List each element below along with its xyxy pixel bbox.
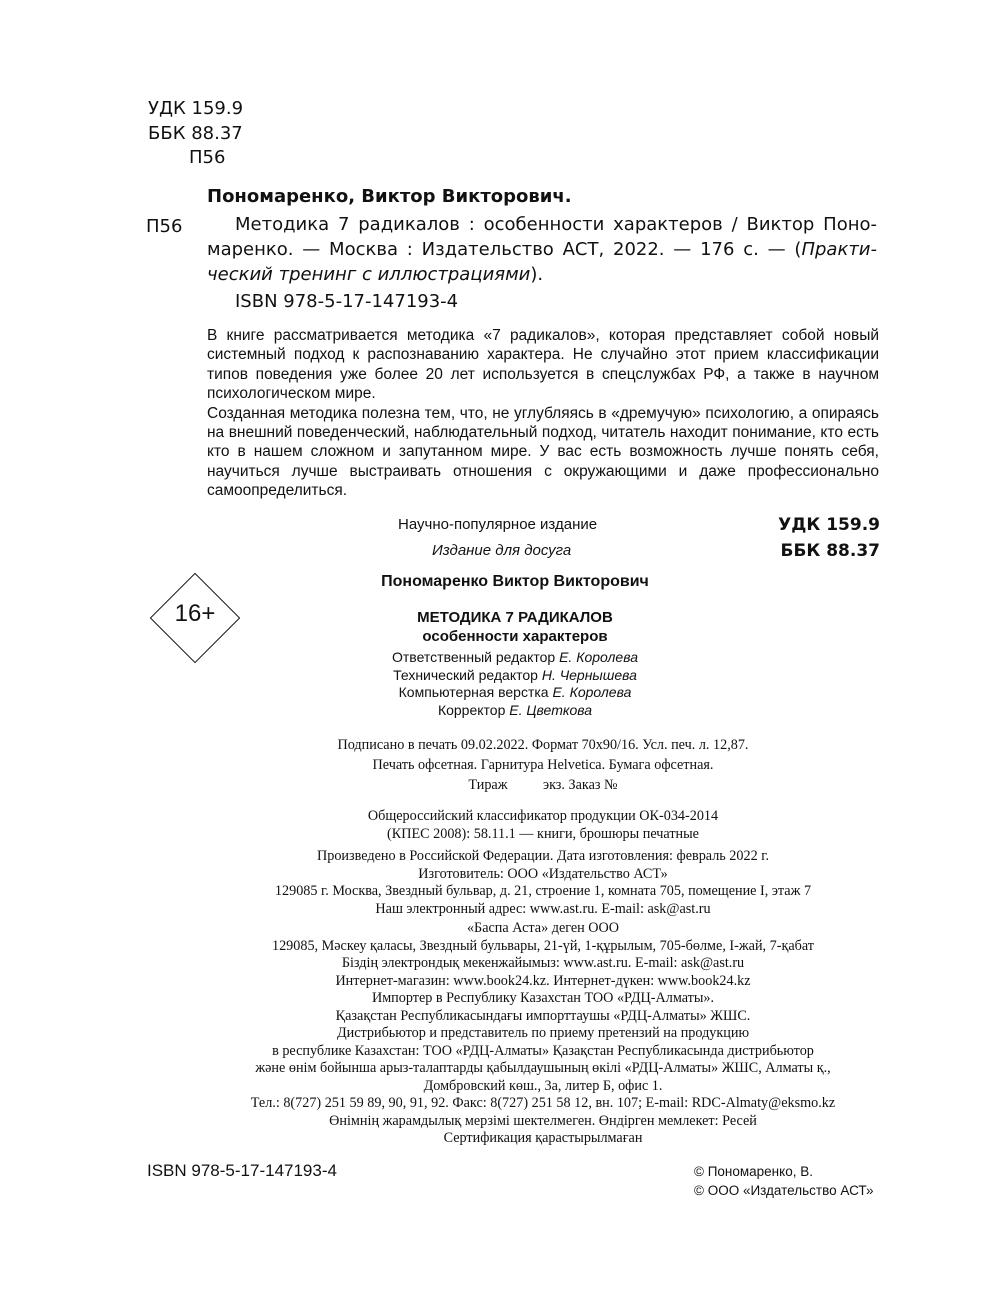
staff-line bbox=[100, 667, 930, 685]
edition-genre: Научно-популярное издание bbox=[398, 516, 598, 533]
imprint-line: (КПЕС 2008): 58.11.1 — книги, брошюры печатные bbox=[387, 825, 699, 842]
credits-subtitle: особенности характеров bbox=[422, 628, 608, 645]
imprint-line: Біздің электрондық мекенжайымыз: www.ast.ru. E-mail: ask@ast.ru bbox=[341, 955, 745, 971]
imprint-line: Общероссийский классификатор продукции ОК-034-2014 bbox=[367, 808, 719, 824]
imprint-line: 129085 г. Москва, Звездный бульвар, д. 21, строение 1, комната 705, помещение I, этаж 7 bbox=[274, 883, 812, 899]
footer-copyright-publisher: © ООО «Издательство АСТ» bbox=[694, 1183, 874, 1198]
author-sign: П56 bbox=[189, 147, 226, 168]
staff-role: Компьютерная верстка bbox=[398, 684, 553, 700]
edition-udk: УДК 159.9 bbox=[778, 515, 880, 535]
bibliography-isbn: ISBN 978-5-17-147193-4 bbox=[235, 291, 459, 312]
imprint-line: Изготовитель: ООО «Издательство АСТ» bbox=[418, 865, 668, 882]
abstract bbox=[207, 326, 879, 501]
bibliography-record bbox=[207, 212, 877, 287]
staff-name: Е. Королева bbox=[559, 649, 638, 665]
footer-isbn: ISBN 978-5-17-147193-4 bbox=[147, 1161, 337, 1180]
staff-line bbox=[100, 702, 930, 720]
imprint-line: Дистрибьютор и представитель по приему претензий на продукцию bbox=[336, 1025, 750, 1041]
staff-role: Технический редактор bbox=[393, 666, 542, 683]
bbk-code: ББК 88.37 bbox=[148, 123, 243, 144]
bibliography-author-heading: Пономаренко, Виктор Викторович. bbox=[207, 186, 572, 207]
imprint-line: в республике Казахстан: ТОО «РДЦ-Алматы» Қазақстан Республикасында дистрибьютор bbox=[272, 1042, 814, 1059]
imprint-line: Қазақстан Республикасындағы импорттаушы «РДЦ-Алматы» ЖШС. bbox=[335, 1007, 751, 1024]
staff-name: Е. Цветкова bbox=[509, 701, 593, 718]
imprint-line: 129085, Мәскеу қаласы, Звездный бульвары, 21-үй, 1-құрылым, 705-бөлме, I-жай, 7-қабат bbox=[271, 937, 815, 954]
staff-name: Н. Чернышева bbox=[541, 666, 637, 683]
imprint-line: Тел.: 8(727) 251 59 89, 90, 91, 92. Факс: 8(727) 251 58 12, вн. 107; E-mail: RDC-Almaty@eksmo.kz bbox=[250, 1095, 836, 1111]
abstract-paragraph: В книге рассматривается методика «7 радикалов», которая представляет собой новый системный подход к распознаванию характера. Не случайно этот прием классификации типов поведения уже более 20 лет используется в спецслужбах РФ, а также в научном психологическом мире. bbox=[207, 327, 879, 403]
imprint-line: Интернет-магазин: www.book24.kz. Интернет-дүкен: www.book24.kz bbox=[335, 972, 751, 989]
imprint-line: «Баспа Аста» деген ООО bbox=[466, 920, 620, 936]
imprint-line: Произведено в Российской Федерации. Дата изготовления: февраль 2022 г. bbox=[317, 848, 769, 864]
staff-line bbox=[100, 684, 930, 702]
credits-title: МЕТОДИКА 7 РАДИКАЛОВ bbox=[417, 609, 613, 626]
imprint-line: Өнімнің жарамдылық мерзімі шектелмеген. Өндірген мемлекет: Ресей bbox=[329, 1112, 757, 1129]
imprint-production-block bbox=[130, 848, 956, 918]
footer-copyright-author: © Пономаренко, В. bbox=[694, 1164, 813, 1179]
edition-purpose: Издание для досуга bbox=[432, 542, 572, 559]
bibliography-series: Практи-ческий тренинг с иллюстрациями bbox=[207, 239, 877, 285]
staff-name: Е. Королева bbox=[552, 684, 632, 700]
imprint-classifier-block bbox=[130, 808, 956, 843]
imprint-line: Наш электронный адрес: www.ast.ru. E-mail: ask@ast.ru bbox=[375, 900, 711, 917]
credits-title-block bbox=[100, 608, 930, 646]
staff-role: Корректор bbox=[437, 701, 510, 718]
imprint-line: Домбровский көш., 3а, литер Б, офис 1. bbox=[423, 1077, 663, 1094]
credits-author: Пономаренко Виктор Викторович bbox=[381, 573, 649, 590]
imprint-line: Подписано в печать 09.02.2022. Формат 70х90/16. Усл. печ. л. 12,87. bbox=[337, 737, 749, 753]
credits-staff bbox=[100, 649, 930, 719]
udk-code: УДК 159.9 bbox=[148, 98, 244, 119]
abstract-paragraph: Созданная методика полезна тем, что, не углубляясь в «дремучую» психологию, а опираясь на внешний поведенческий, наблюдательный подход, читатель находит понимание, кто есть кто в нашем сложном и запутанном мире. У вас есть возможность лучше понять себя, научиться лучше выстраивать отношения с окружающими и даже профессионально самоопределиться. bbox=[207, 404, 879, 500]
staff-line bbox=[100, 649, 930, 667]
staff-role: Ответственный редактор bbox=[392, 649, 560, 665]
imprint-line: Сертификация қарастырылмаған bbox=[443, 1130, 643, 1146]
edition-bbk: ББК 88.37 bbox=[780, 541, 880, 561]
imprint-kazakh-block bbox=[130, 920, 956, 1148]
imprint-line: Печать офсетная. Гарнитура Helvetica. Бумага офсетная. bbox=[372, 757, 714, 773]
imprint-print-block bbox=[130, 735, 956, 795]
bibliography-main: Методика 7 радикалов : особенности характеров / Виктор Поно-маренко. — Москва : Издательство АСТ, 2022. — 176 с. — ( bbox=[207, 214, 877, 260]
age-rating-label: 16+ bbox=[174, 600, 216, 627]
bibliography-end: ). bbox=[530, 264, 544, 285]
bibliography-code: П56 bbox=[146, 216, 183, 237]
imprint-line: Тираж экз. Заказ № bbox=[468, 777, 618, 793]
imprint-line: Импортер в Республику Казахстан ТОО «РДЦ-Алматы». bbox=[371, 990, 715, 1006]
imprint-line: және өнім бойынша арыз-талаптарды қабылдаушының өкілі «РДЦ-Алматы» ЖШС, Алматы қ., bbox=[255, 1060, 831, 1076]
